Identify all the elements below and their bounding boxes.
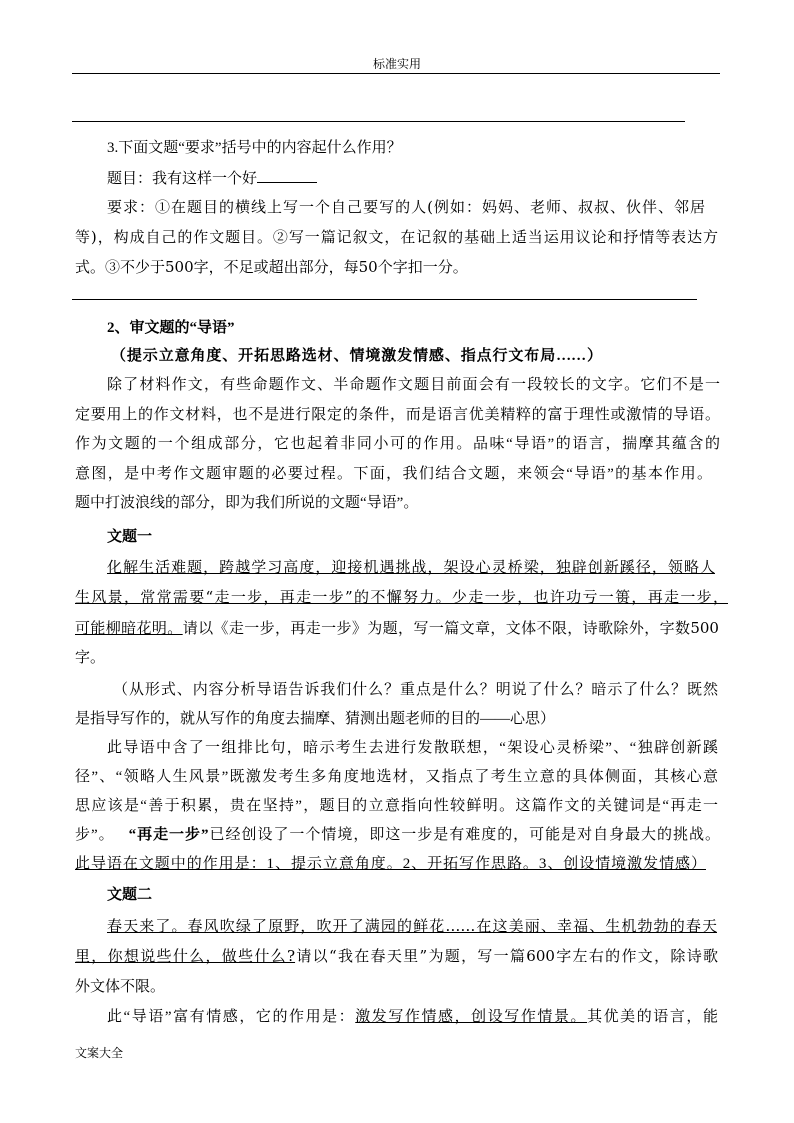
intro-line: 除了材料作文，有些命题作文、半命题作文题目前面会有一段较长的文字。它们不是一 xyxy=(107,377,720,393)
topic-two-prompt-instruction: 请以“我在春天里”为题，写一篇600字左右的作文，除诗歌 xyxy=(295,947,718,965)
header-rule xyxy=(72,73,720,74)
topic-two-heading: 文题二 xyxy=(107,887,153,903)
analysis-line-rest: 已经创设了一个情境，即这一步是有难度的，可能是对自身最大的挑战。 xyxy=(208,827,720,843)
divider-middle xyxy=(72,299,697,300)
topic-one-prompt-instruction: 请以《走一步，再走一步》为题，写一篇文章，文体不限，诗歌除外，字数500 xyxy=(182,619,719,637)
topic-blank-line xyxy=(257,168,317,183)
topic-two-analysis-underlined: 激发写作情感，创设写作情景。 xyxy=(355,1009,588,1025)
requirement-line: 式。③不少于500字，不足或超出部分，每50个字扣一分。 xyxy=(75,258,468,276)
analysis-line-start: 步”。 xyxy=(75,827,115,843)
topic-two-analysis-rest: 其优美的语言，能 xyxy=(587,1009,718,1025)
topic-one-prompt-line: 字。 xyxy=(75,648,106,666)
topic-one-analysis-line xyxy=(75,825,720,847)
topic-one-note-line: 是指导写作的，就从写作的角度去揣摩、猜测出题老师的目的——心思） xyxy=(75,711,556,727)
topic-two-prompt-underlined: 里，你想说些什么，做些什么? xyxy=(75,947,296,965)
intro-line: 作为文题的一个组成部分，它也起着非同小可的作用。品味“导语”的语言，揣摩其蕴含的 xyxy=(75,436,720,452)
page-header-title: 标准实用 xyxy=(372,57,421,71)
topic-two-prompt-line xyxy=(75,946,718,968)
page-footer-text: 文案大全 xyxy=(75,1046,124,1060)
topic-one-analysis-line: 此导语中含了一组排比句，暗示考生去进行发散联想，“架设心灵桥梁”、“独辟创新蹊 xyxy=(107,740,718,756)
topic-one-prompt-line: 生风景，常常需要“走一步，再走一步”的不懈努力。少走一步，也许功亏一篑，再走一步， xyxy=(75,588,728,606)
requirement-line: 等)，构成自己的作文题目。②写一篇记叙文，在记叙的基础上适当运用议论和抒情等表达方 xyxy=(75,228,718,246)
topic-line xyxy=(107,168,317,190)
topic-one-analysis-line: 径”、“领略人生风景”既激发考生多角度地选材，又指点了考生立意的具体侧面，其核心意 xyxy=(75,769,718,785)
requirement-line: 要求：①在题目的横线上写一个自己要写的人(例如：妈妈、老师、叔叔、伙伴、邻居 xyxy=(107,198,705,216)
divider-top xyxy=(72,121,685,122)
topic-two-prompt-line: 外文体不限。 xyxy=(75,977,166,995)
section-subheading: （提示立意角度、开拓思路选材、情境激发情感、指点行文布局……） xyxy=(111,348,602,364)
intro-line: 意图，是中考作文题审题的必要过程。下面，我们结合文题，来领会“导语”的基本作用。 xyxy=(75,466,712,482)
analysis-keyword: “再走一步” xyxy=(128,827,209,843)
topic-one-heading: 文题一 xyxy=(107,529,153,545)
topic-two-prompt-line: 春天来了。春风吹绿了原野，吹开了满园的鲜花……在这美丽、幸福、生机勃勃的春天 xyxy=(107,917,717,935)
question-title: 3.下面文题“要求”括号中的内容起什么作用？ xyxy=(107,140,402,156)
topic-one-note-line: （从形式、内容分析导语告诉我们什么？重点是什么？明说了什么？暗示了什么？既然 xyxy=(113,682,718,698)
topic-prefix: 题目：我有这样一个好 xyxy=(107,169,258,187)
section-heading: 2、审文题的“导语” xyxy=(107,320,235,336)
topic-one-analysis-line: 思应该是“善于积累，贵在坚持”，题目的立意指向性较鲜明。这篇作文的关键词是“再走一 xyxy=(75,798,718,814)
intro-line: 定要用上的作文材料，也不是进行限定的条件，而是语言优美精粹的富于理性或激情的导语。 xyxy=(75,407,720,423)
topic-one-conclusion: 此导语在文题中的作用是：1、提示立意角度。2、开拓写作思路。3、创设情境激发情感） xyxy=(75,856,706,872)
topic-two-analysis-line xyxy=(107,1007,718,1029)
topic-one-prompt-underlined: 可能柳暗花明。 xyxy=(75,619,183,637)
topic-one-prompt-line xyxy=(75,618,719,640)
intro-line: 题中打波浪线的部分，即为我们所说的文题“导语”。 xyxy=(75,495,419,511)
topic-one-prompt-line: 化解生活难题，跨越学习高度，迎接机遇挑战，架设心灵桥梁，独辟创新蹊径，领略人 xyxy=(107,558,715,576)
topic-two-analysis-start: 此“导语”富有情感，它的作用是： xyxy=(107,1009,356,1025)
